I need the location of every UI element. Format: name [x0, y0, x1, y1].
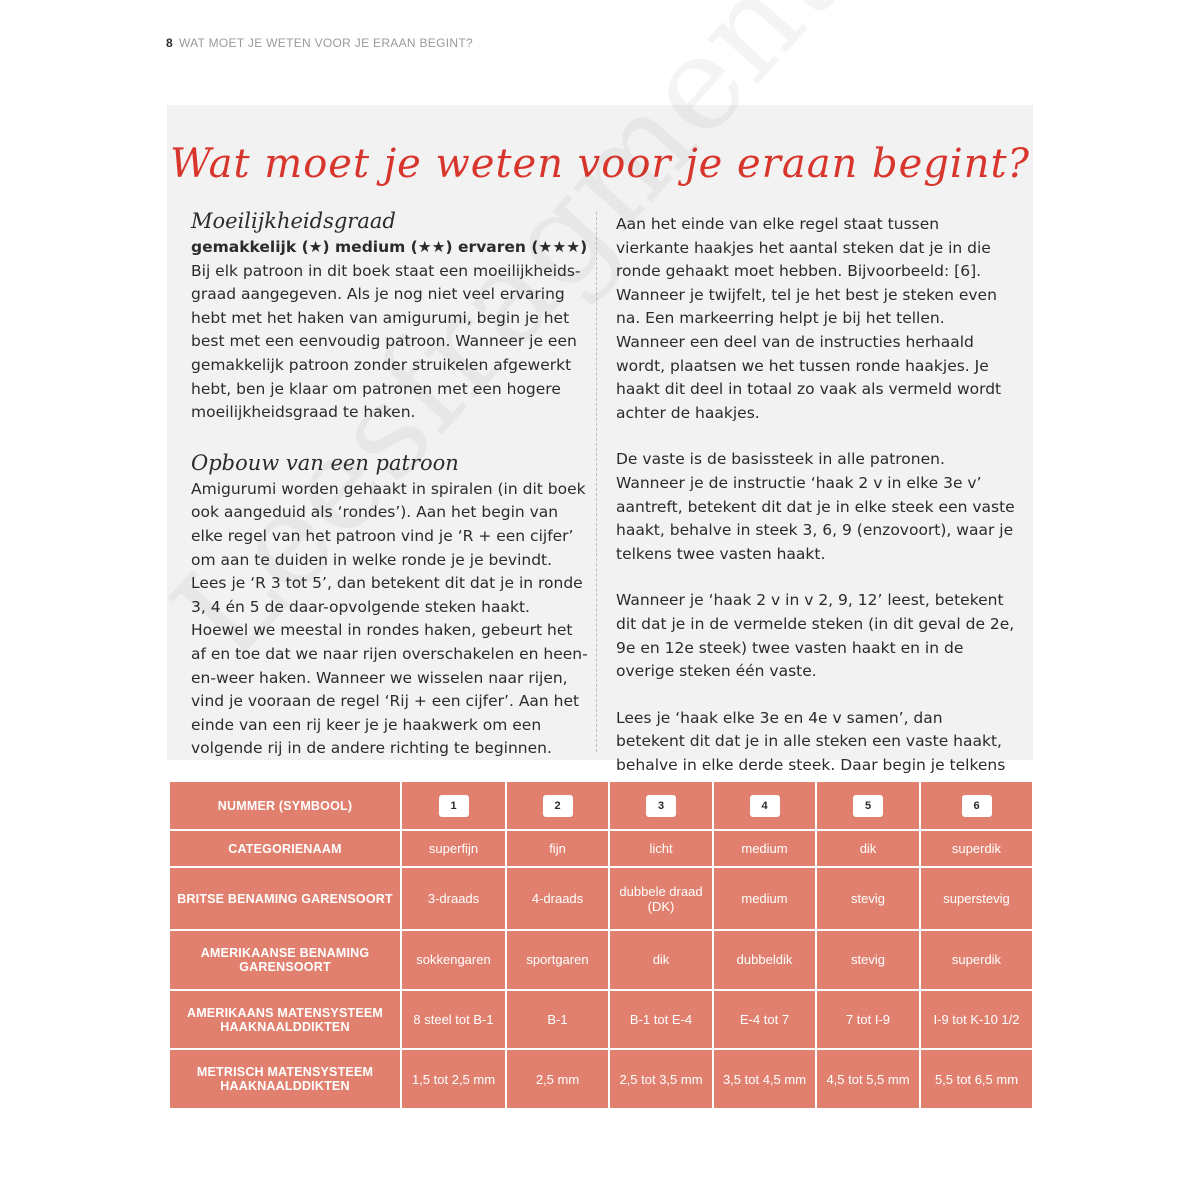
running-head [166, 36, 473, 50]
table-row [169, 830, 1033, 867]
table-cell [609, 781, 713, 830]
paragraph: Wanneer je ‘haak 2 v in v 2, 9, 12’ leest, betekent dit dat je in de vermelde steken (in dit geval de 2e, 9e en 12e steek) twee vasten haakt en in de overige steken één vaste. [616, 591, 1015, 681]
table-cell: dik [816, 830, 920, 867]
table-cell: superdik [920, 930, 1033, 990]
yarn-weight-icon: 4 [750, 795, 780, 817]
yarn-weight-icon: 5 [853, 795, 883, 817]
table-cell: stevig [816, 867, 920, 930]
paragraph: Wanneer een deel van de instructies herhaald wordt, plaatsen we het tussen ronde haakjes. Je haakt dit deel in totaal zo vaak als vermeld wordt achter de haakjes. [616, 332, 1002, 422]
yarn-weight-table [168, 780, 1032, 1110]
table-cell [506, 781, 609, 830]
paragraph: Amigurumi worden gehaakt in spiralen (in dit boek ook aangeduid als ‘rondes’). Aan het begin van elke regel van het patroon vind je ‘R + een cijfer’ om aan te duiden in welke ronde je je bevindt. Lees je ‘R 3 tot 5’, dan betekent dit dat je in ronde 3, 4 én 5 de daar-opvolgende steken haakt. [191, 479, 586, 616]
row-label: METRISCH MATENSYSTEEM HAAKNAALDDIKTEN [169, 1049, 401, 1109]
table-row [169, 867, 1033, 930]
table-cell: 1,5 tot 2,5 mm [401, 1049, 506, 1109]
heading-difficulty: Moeilijkheidsgraad [191, 209, 396, 233]
row-label: NUMMER (SYMBOOL) [169, 781, 401, 830]
table-cell: 2,5 tot 3,5 mm [609, 1049, 713, 1109]
table-row [169, 781, 1033, 830]
table-cell: 5,5 tot 6,5 mm [920, 1049, 1033, 1109]
paragraph: Aan het einde van elke regel staat tussen vierkante haakjes het aantal steken dat je in die ronde gehaakt moet hebben. Bijvoorbeeld: [6]. Wanneer je twijfelt, tel je het best je steken even na. Een markeerring helpt je bij het tellen. [616, 215, 997, 328]
table-cell: superstevig [920, 867, 1033, 930]
table-cell: medium [713, 867, 816, 930]
table-cell: dubbeldik [713, 930, 816, 990]
table-cell: 4,5 tot 5,5 mm [816, 1049, 920, 1109]
yarn-weight-icon: 6 [962, 795, 992, 817]
table-cell: 3,5 tot 4,5 mm [713, 1049, 816, 1109]
table-row [169, 990, 1033, 1050]
page-title: Wat moet je weten voor je eraan begint? [170, 141, 1030, 187]
paragraph: Bij elk patroon in dit boek staat een moeilijkheids-graad aangegeven. Als je nog niet veel ervaring hebt met het haken van amigurumi, begin je het best met een eenvoudig patroon. Wanneer je een gemakkelijk patroon zonder struikelen afgewerkt hebt, ben je klaar om patronen met een hogere moeilijkheidsgraad te haken. [191, 261, 581, 422]
table-cell [920, 781, 1033, 830]
difficulty-levels: gemakkelijk (★) medium (★★) ervaren (★★★) [191, 238, 588, 256]
running-title: WAT MOET JE WETEN VOOR JE ERAAN BEGINT? [178, 36, 473, 50]
table-cell: E-4 tot 7 [713, 990, 816, 1050]
table-cell: licht [609, 830, 713, 867]
table-cell: B-1 [506, 990, 609, 1050]
yarn-weight-icon: 1 [439, 795, 469, 817]
row-label: AMERIKAANSE BENAMING GARENSOORT [169, 930, 401, 990]
row-label: AMERIKAANS MATENSYSTEEM HAAKNAALDDIKTEN [169, 990, 401, 1050]
table-cell: dik [609, 930, 713, 990]
table-cell: superfijn [401, 830, 506, 867]
table-cell: superdik [920, 830, 1033, 867]
table-cell [713, 781, 816, 830]
yarn-weight-icon: 3 [646, 795, 676, 817]
yarn-weight-icon: 2 [543, 795, 573, 817]
row-label: CATEGORIENAAM [169, 830, 401, 867]
right-column [616, 213, 1016, 801]
table-cell: 4-draads [506, 867, 609, 930]
table-cell: B-1 tot E-4 [609, 990, 713, 1050]
table-cell: 7 tot I-9 [816, 990, 920, 1050]
page-number: 8 [166, 36, 173, 50]
table-row [169, 930, 1033, 990]
paragraph: De vaste is de basissteek in alle patronen. Wanneer je de instructie ‘haak 2 v in elke 3e v’ aantreft, betekent dit dat je in elke steek een vaste haakt, behalve in steek 3, 6, 9 (enzovoort), waar je telkens twee vasten haakt. [616, 450, 1015, 563]
table-row [169, 1049, 1033, 1109]
table-cell: stevig [816, 930, 920, 990]
table-cell: dubbele draad (DK) [609, 867, 713, 930]
paragraph: Hoewel we meestal in rondes haken, gebeurt het af en toe dat we naar rijen overschakelen en heen-en-weer haken. Wanneer we wisselen naar rijen, vind je vooraan de regel ‘Rij + een cijfer’. Aan het einde van een rij keer je je haakwerk om een volgende rij in de andere richting te beginnen. [191, 621, 588, 758]
table-cell [401, 781, 506, 830]
table-cell: 8 steel tot B-1 [401, 990, 506, 1050]
table-cell: sokkengaren [401, 930, 506, 990]
table-cell: 2,5 mm [506, 1049, 609, 1109]
table-cell: I-9 tot K-10 1/2 [920, 990, 1033, 1050]
table-cell [816, 781, 920, 830]
paragraph: Lees je ‘haak elke 3e en 4e v samen’, dan betekent dit dat je in alle steken een vaste haakt, behalve in elke derde steek. Daar begin je telkens [616, 708, 1006, 774]
heading-pattern-structure: Opbouw van een patroon [191, 450, 459, 475]
table-cell: fijn [506, 830, 609, 867]
table-cell: medium [713, 830, 816, 867]
table-cell: sportgaren [506, 930, 609, 990]
table-cell: 3-draads [401, 867, 506, 930]
row-label: BRITSE BENAMING GARENSOORT [169, 867, 401, 930]
